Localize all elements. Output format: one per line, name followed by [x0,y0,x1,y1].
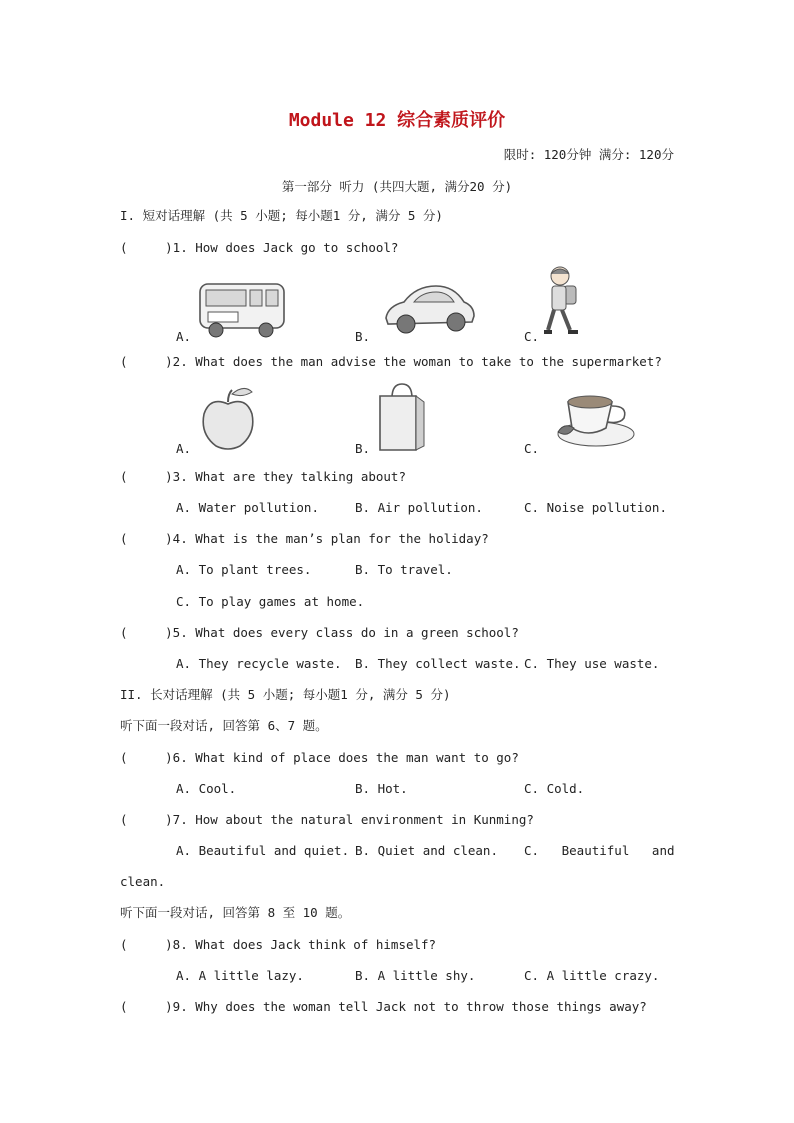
question-6: ( )6. What kind of place does the man want to go? [120,750,519,765]
section-heading: II. 长对话理解 (共 5 小题; 每小题1 分, 满分 5 分) [120,687,451,702]
apple-icon [198,384,258,454]
option-b: B. Quiet and clean. [355,843,498,858]
option-c: C. They use waste. [524,656,660,671]
dialogue-intro: 听下面一段对话, 回答第 8 至 10 题。 [120,905,351,920]
option-a: A. To plant trees. [176,562,312,577]
question-1: ( )1. How does Jack go to school? [120,240,399,255]
option-a: A. Water pollution. [176,500,319,515]
option-c: C. [524,329,540,344]
question-7: ( )7. How about the natural environment in Kunming? [120,812,534,827]
shopping-bag-icon [376,380,428,452]
option-c: C. To play games at home. [176,594,365,609]
option-b: B. Hot. [355,781,408,796]
option-c-continued: clean. [120,874,166,889]
option-b: B. They collect waste. [355,656,521,671]
question-2: ( )2. What does the man advise the woman to take to the supermarket? [120,354,662,369]
option-b: B. Air pollution. [355,500,483,515]
option-c: C. Noise pollution. [524,500,667,515]
option-b: B. To travel. [355,562,453,577]
option-a: A. [176,441,192,456]
dialogue-intro: 听下面一段对话, 回答第 6、7 题。 [120,718,328,733]
option-b: B. A little shy. [355,968,476,983]
question-3: ( )3. What are they talking about? [120,469,406,484]
option-b: B. [355,441,371,456]
time-and-score: 限时: 120分钟 满分: 120分 [503,147,674,162]
bus-icon [196,278,288,342]
tea-cup-icon [548,388,636,450]
part-heading: 第一部分 听力 (共四大题, 满分20 分) [281,179,513,194]
option-a: A. Cool. [176,781,237,796]
walking-student-icon [540,264,586,342]
option-a: A. A little lazy. [176,968,304,983]
option-a: A. Beautiful and quiet. [176,843,350,858]
option-c: C. A little crazy. [524,968,660,983]
option-a: A. [176,329,192,344]
question-9: ( )9. Why does the woman tell Jack not to throw those things away? [120,999,647,1014]
option-c: C. [524,441,540,456]
question-8: ( )8. What does Jack think of himself? [120,937,437,952]
question-5: ( )5. What does every class do in a green school? [120,625,519,640]
section-heading: I. 短对话理解 (共 5 小题; 每小题1 分, 满分 5 分) [120,208,443,223]
option-c: C. Cold. [524,781,585,796]
question-4: ( )4. What is the man’s plan for the holiday? [120,531,489,546]
option-b: B. [355,329,371,344]
car-icon [380,278,478,338]
option-a: A. They recycle waste. [176,656,342,671]
page-title: Module 12 综合素质评价 [288,110,506,131]
option-c: C. Beautiful and [524,843,675,858]
